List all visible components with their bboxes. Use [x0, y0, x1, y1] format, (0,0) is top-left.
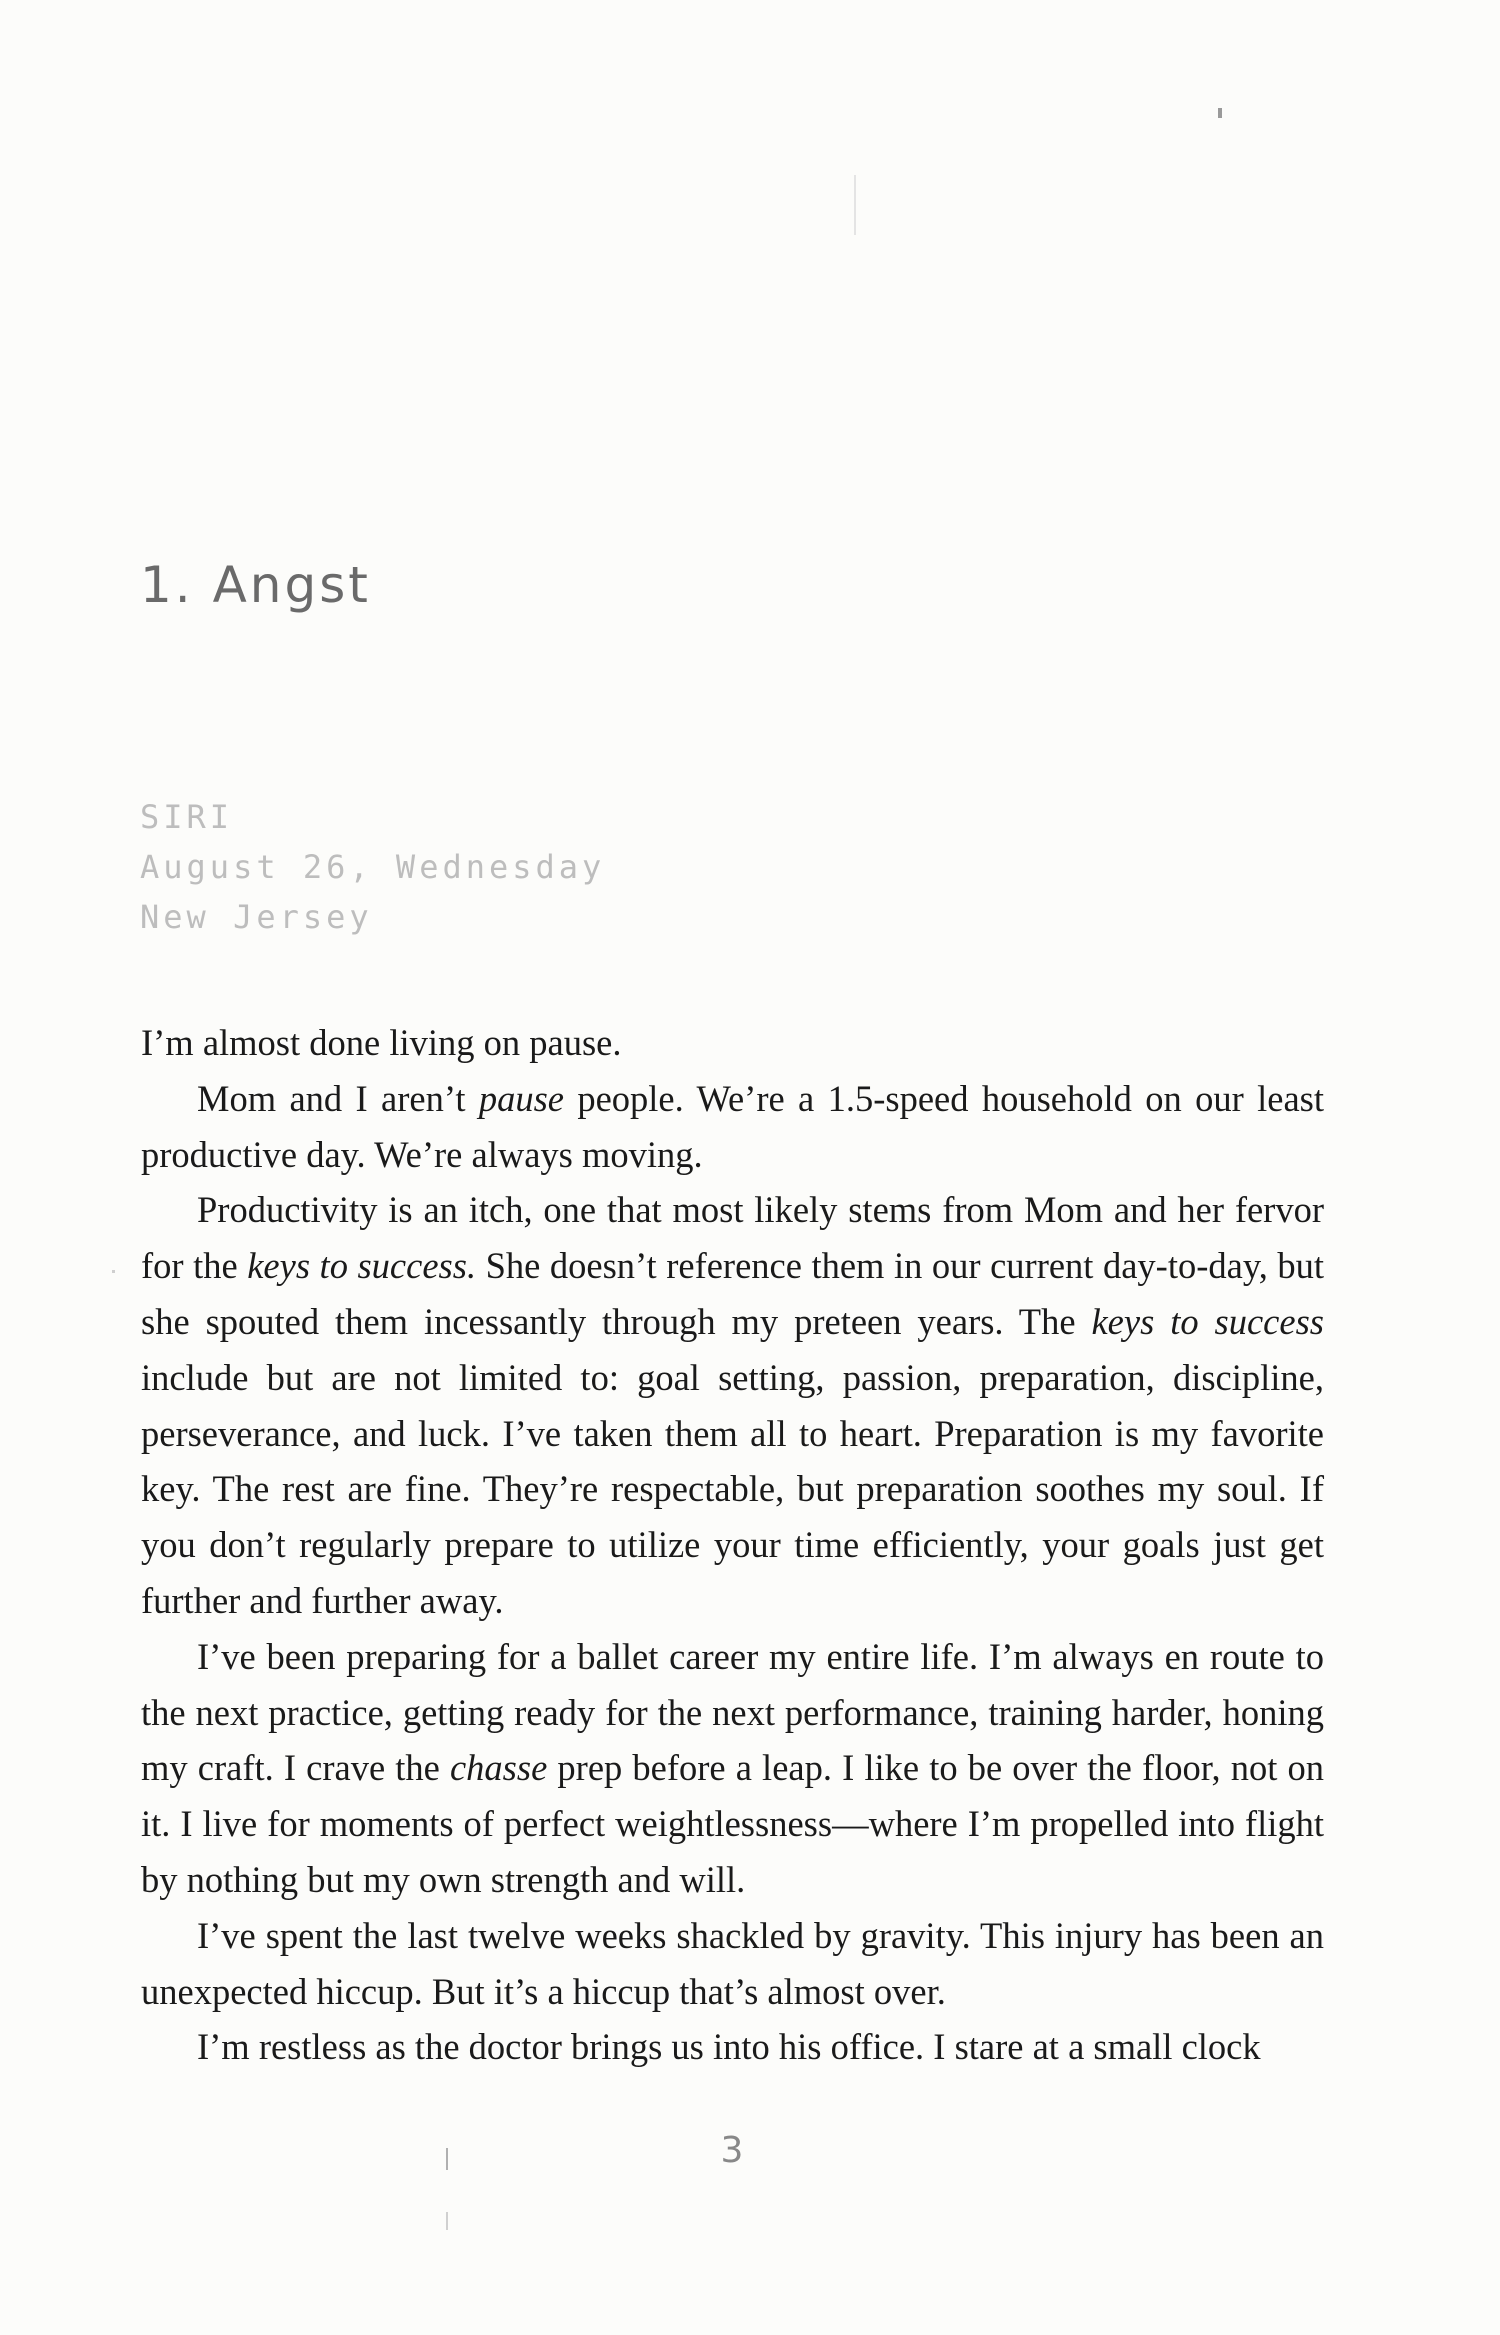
italic-text: chasse [449, 1747, 548, 1789]
text-run: people. We’re a 1.5-speed household on our least productive day. We’re always moving. [141, 1077, 1324, 1175]
text-run: prep before a leap. I like to be over the floor, not on it. I live for moments of perfect weightlessness—where I’m propelled into flight by nothing but my own strength and will. [141, 1747, 1324, 1900]
paragraph [141, 1908, 1324, 2020]
text-run: include but are not limited to: goal setting, passion, preparation, discipline, perseverance, and luck. I’ve taken them all to heart. Preparation is my favorite key. The rest are fine. They’re respectable, but preparation soothes my soul. If you don’t regularly prepare to utilize your time efficiently, your goals just get further and further away. [141, 1356, 1324, 1621]
text-run: I’ve been preparing for a ballet career my entire life. I’m always en route to the next practice, getting ready for the next performance, training harder, honing my craft. I crave the [141, 1635, 1324, 1789]
chapter-location: New Jersey [140, 898, 373, 936]
scan-speck [446, 2148, 448, 2170]
scan-speck [1218, 108, 1222, 118]
text-run: I’m almost done living on pause. [141, 1022, 622, 1063]
narrator-name: SIRI [140, 798, 234, 836]
chapter-date: August 26, Wednesday [140, 848, 606, 886]
paragraph [141, 1015, 1324, 1071]
paragraph [141, 1182, 1324, 1628]
scan-speck [446, 2212, 448, 2230]
chapter-header-meta [140, 792, 605, 942]
text-run: I’m restless as the doctor brings us into his office. I stare at a small clock [197, 2026, 1261, 2068]
italic-text: keys to success [1091, 1300, 1324, 1342]
paragraph [141, 1071, 1324, 1183]
body-text [141, 1015, 1324, 2075]
paragraph [141, 2019, 1324, 2075]
text-run: Mom and I aren’t [197, 1077, 479, 1119]
page-number: 3 [720, 2130, 744, 2171]
chapter-title: 1. Angst [140, 556, 371, 614]
scan-speck [112, 1270, 115, 1273]
paragraph [141, 1629, 1324, 1908]
italic-text: pause [478, 1077, 564, 1119]
scan-speck [854, 175, 856, 235]
italic-text: keys to success. [247, 1245, 477, 1287]
text-run: She doesn’t reference them in our current day-to-day, but she spouted them incessantly through my preteen years. The [141, 1245, 1324, 1342]
text-run: I’ve spent the last twelve weeks shackled by gravity. This injury has been an unexpected hiccup. But it’s a hiccup that’s almost over. [141, 1914, 1324, 2012]
text-run: Productivity is an itch, one that most likely stems from Mom and her fervor for the [141, 1189, 1324, 1287]
